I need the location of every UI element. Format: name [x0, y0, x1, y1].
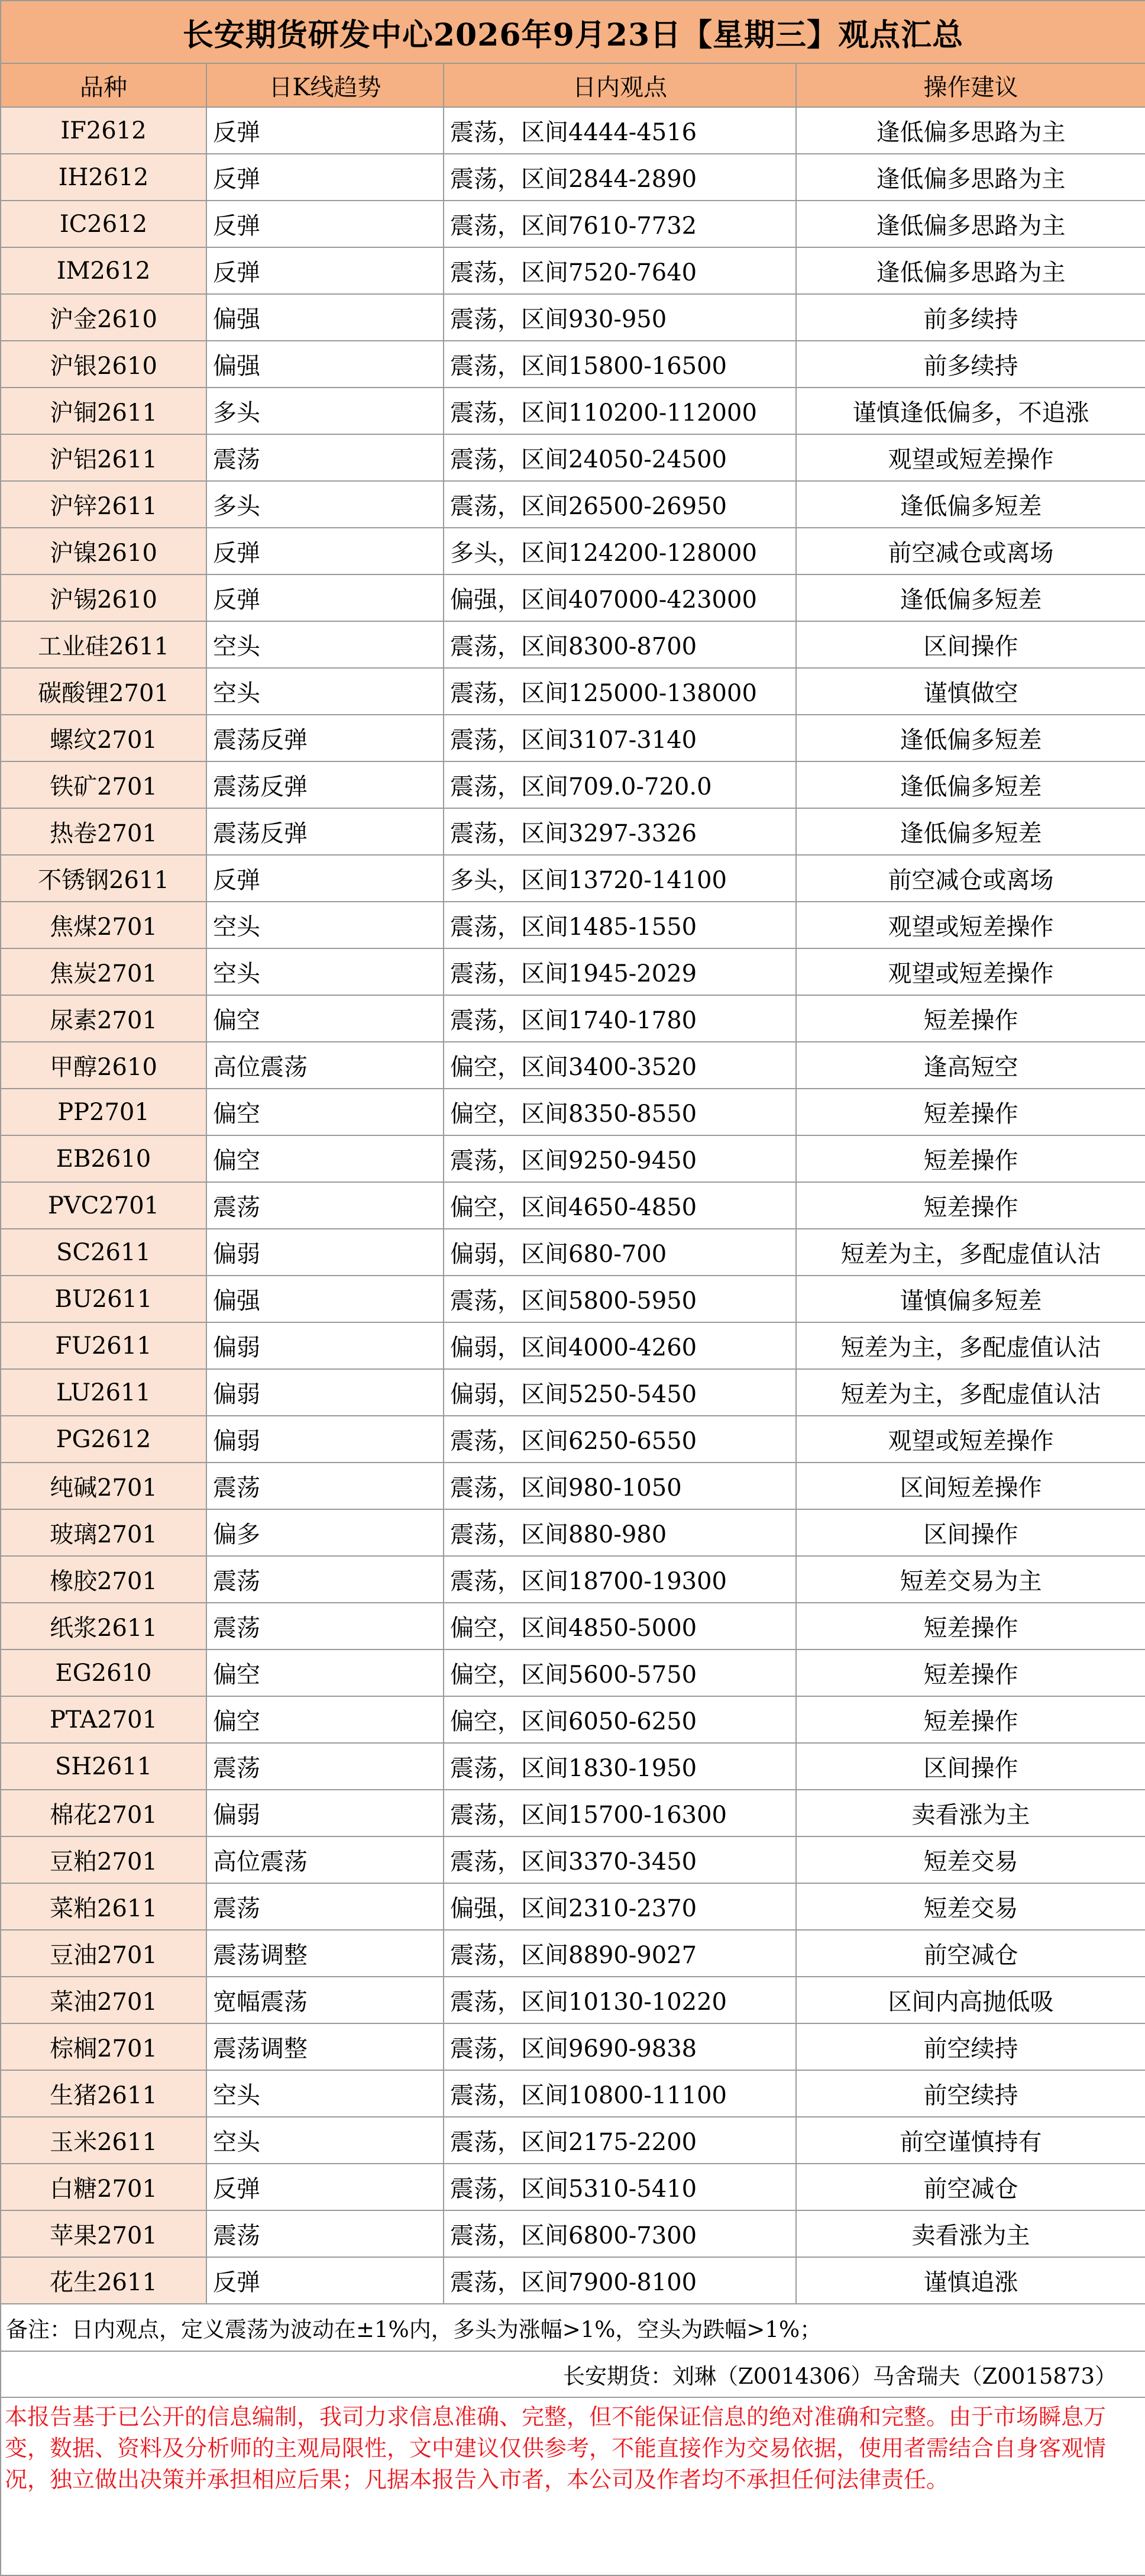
trend-cell: 反弹 — [206, 247, 444, 294]
trend-cell: 反弹 — [206, 2257, 444, 2304]
suggestion-cell: 前多续持 — [796, 341, 1145, 388]
intraday-cell: 震荡，区间1945-2029 — [444, 948, 796, 995]
variety-cell: EB2610 — [1, 1135, 206, 1182]
intraday-cell: 震荡，区间709.0-720.0 — [444, 761, 796, 808]
suggestion-cell: 区间操作 — [796, 1509, 1145, 1556]
table-row — [1, 1509, 1145, 1556]
table-row — [1, 995, 1145, 1042]
disclaimer-text: 本报告基于已公开的信息编制，我司力求信息准确、完整，但不能保证信息的绝对准确和完整。由于市场瞬息万变，数据、资料及分析师的主观局限性，文中建议仅供参考，不能直接作为交易依据，使用者需结合自身客观情况，独立做出决策并承担相应后果；凡据本报告入市者，本公司及作者均不承担任何法律责任。 — [1, 2397, 1145, 2575]
table-row — [1, 154, 1145, 201]
suggestion-cell: 短差操作 — [796, 1649, 1145, 1696]
variety-cell: 纸浆2611 — [1, 1603, 206, 1649]
variety-cell: 沪锡2610 — [1, 574, 206, 621]
trend-cell: 震荡调整 — [206, 1930, 444, 1977]
header-row — [1, 63, 1145, 107]
intraday-cell: 震荡，区间24050-24500 — [444, 434, 796, 481]
table-row — [1, 621, 1145, 668]
intraday-cell: 震荡，区间7610-7732 — [444, 201, 796, 247]
trend-cell: 偏强 — [206, 1276, 444, 1322]
intraday-cell: 震荡，区间8300-8700 — [444, 621, 796, 668]
suggestion-cell: 谨慎偏多短差 — [796, 1276, 1145, 1322]
intraday-cell: 偏空，区间8350-8550 — [444, 1089, 796, 1135]
intraday-cell: 多头，区间13720-14100 — [444, 855, 796, 902]
suggestion-cell: 逢低偏多思路为主 — [796, 247, 1145, 294]
suggestion-cell: 区间操作 — [796, 1743, 1145, 1790]
suggestion-cell: 卖看涨为主 — [796, 1790, 1145, 1836]
trend-cell: 偏弱 — [206, 1322, 444, 1369]
table-row — [1, 294, 1145, 341]
variety-cell: 棉花2701 — [1, 1790, 206, 1836]
header-daily-trend: 日K线趋势 — [206, 63, 444, 107]
variety-cell: 沪铝2611 — [1, 434, 206, 481]
variety-cell: 焦炭2701 — [1, 948, 206, 995]
intraday-cell: 偏空，区间4850-5000 — [444, 1603, 796, 1649]
table-row — [1, 948, 1145, 995]
suggestion-cell: 短差操作 — [796, 1182, 1145, 1229]
trend-cell: 震荡 — [206, 434, 444, 481]
table-row — [1, 574, 1145, 621]
suggestion-cell: 观望或短差操作 — [796, 1416, 1145, 1463]
variety-cell: IM2612 — [1, 247, 206, 294]
intraday-cell: 震荡，区间5800-5950 — [444, 1276, 796, 1322]
table-row — [1, 1182, 1145, 1229]
variety-cell: 棕榈2701 — [1, 2023, 206, 2070]
trend-cell: 多头 — [206, 388, 444, 434]
trend-cell: 反弹 — [206, 2164, 444, 2210]
intraday-cell: 震荡，区间9250-9450 — [444, 1135, 796, 1182]
trend-cell: 偏弱 — [206, 1229, 444, 1276]
table-row — [1, 1276, 1145, 1322]
suggestion-cell: 短差交易 — [796, 1836, 1145, 1883]
variety-cell: SC2611 — [1, 1229, 206, 1276]
title-row — [1, 1, 1145, 63]
intraday-cell: 偏空，区间3400-3520 — [444, 1042, 796, 1089]
variety-cell: 铁矿2701 — [1, 761, 206, 808]
table-row — [1, 1416, 1145, 1463]
variety-cell: PTA2701 — [1, 1696, 206, 1743]
trend-cell: 空头 — [206, 621, 444, 668]
trend-cell: 震荡 — [206, 1463, 444, 1509]
intraday-cell: 偏强，区间2310-2370 — [444, 1883, 796, 1930]
table-row — [1, 528, 1145, 574]
trend-cell: 空头 — [206, 902, 444, 948]
variety-cell: PG2612 — [1, 1416, 206, 1463]
suggestion-cell: 谨慎逢低偏多，不追涨 — [796, 388, 1145, 434]
table-row — [1, 201, 1145, 247]
intraday-cell: 震荡，区间10800-11100 — [444, 2070, 796, 2117]
trend-cell: 空头 — [206, 668, 444, 715]
variety-cell: 苹果2701 — [1, 2210, 206, 2257]
suggestion-cell: 卖看涨为主 — [796, 2210, 1145, 2257]
trend-cell: 偏多 — [206, 1509, 444, 1556]
suggestion-cell: 逢低偏多思路为主 — [796, 107, 1145, 154]
suggestion-cell: 谨慎做空 — [796, 668, 1145, 715]
table-row — [1, 1042, 1145, 1089]
disclaimer-row — [1, 2397, 1145, 2575]
suggestion-cell: 短差操作 — [796, 1135, 1145, 1182]
trend-cell: 偏弱 — [206, 1416, 444, 1463]
intraday-cell: 震荡，区间8890-9027 — [444, 1930, 796, 1977]
variety-cell: 豆油2701 — [1, 1930, 206, 1977]
intraday-cell: 震荡，区间15800-16500 — [444, 341, 796, 388]
variety-cell: 热卷2701 — [1, 808, 206, 855]
trend-cell: 震荡 — [206, 1182, 444, 1229]
table-row — [1, 247, 1145, 294]
intraday-cell: 震荡，区间7520-7640 — [444, 247, 796, 294]
variety-cell: 玻璃2701 — [1, 1509, 206, 1556]
header-variety: 品种 — [1, 63, 206, 107]
trend-cell: 震荡 — [206, 1556, 444, 1603]
variety-cell: 沪铜2611 — [1, 388, 206, 434]
trend-cell: 反弹 — [206, 154, 444, 201]
variety-cell: 菜油2701 — [1, 1977, 206, 2023]
intraday-cell: 震荡，区间110200-112000 — [444, 388, 796, 434]
intraday-cell: 多头，区间124200-128000 — [444, 528, 796, 574]
variety-cell: 生猪2611 — [1, 2070, 206, 2117]
variety-cell: 豆粕2701 — [1, 1836, 206, 1883]
trend-cell: 偏空 — [206, 1649, 444, 1696]
trend-cell: 偏空 — [206, 1135, 444, 1182]
suggestion-cell: 短差为主，多配虚值认沽 — [796, 1322, 1145, 1369]
variety-cell: 纯碱2701 — [1, 1463, 206, 1509]
table-row — [1, 1930, 1145, 1977]
table-row — [1, 1463, 1145, 1509]
table-row — [1, 855, 1145, 902]
intraday-cell: 震荡，区间6250-6550 — [444, 1416, 796, 1463]
variety-cell: 焦煤2701 — [1, 902, 206, 948]
trend-cell: 震荡 — [206, 1603, 444, 1649]
suggestion-cell: 前空谨慎持有 — [796, 2117, 1145, 2164]
variety-cell: 玉米2611 — [1, 2117, 206, 2164]
table-row — [1, 761, 1145, 808]
suggestion-cell: 观望或短差操作 — [796, 902, 1145, 948]
table-row — [1, 388, 1145, 434]
intraday-cell: 震荡，区间930-950 — [444, 294, 796, 341]
intraday-cell: 震荡，区间125000-138000 — [444, 668, 796, 715]
trend-cell: 震荡反弹 — [206, 808, 444, 855]
trend-cell: 多头 — [206, 481, 444, 528]
trend-cell: 震荡反弹 — [206, 761, 444, 808]
authors-text: 长安期货：刘琳（Z0014306）马舍瑞夫（Z0015873） — [1, 2351, 1145, 2397]
table-row — [1, 808, 1145, 855]
trend-cell: 偏空 — [206, 1089, 444, 1135]
note-row — [1, 2304, 1145, 2351]
table-row — [1, 2023, 1145, 2070]
variety-cell: 橡胶2701 — [1, 1556, 206, 1603]
table-row — [1, 341, 1145, 388]
trend-cell: 反弹 — [206, 855, 444, 902]
table-row — [1, 481, 1145, 528]
variety-cell: IC2612 — [1, 201, 206, 247]
trend-cell: 偏强 — [206, 341, 444, 388]
trend-cell: 震荡 — [206, 1883, 444, 1930]
intraday-cell: 偏空，区间6050-6250 — [444, 1696, 796, 1743]
trend-cell: 偏空 — [206, 995, 444, 1042]
intraday-cell: 偏弱，区间680-700 — [444, 1229, 796, 1276]
table-row — [1, 715, 1145, 761]
variety-cell: PP2701 — [1, 1089, 206, 1135]
trend-cell: 震荡 — [206, 1743, 444, 1790]
suggestion-cell: 逢低偏多思路为主 — [796, 201, 1145, 247]
table-row — [1, 1836, 1145, 1883]
table-row — [1, 1135, 1145, 1182]
trend-cell: 空头 — [206, 2117, 444, 2164]
table-body — [1, 107, 1145, 2304]
trend-cell: 偏弱 — [206, 1790, 444, 1836]
trend-cell: 高位震荡 — [206, 1042, 444, 1089]
suggestion-cell: 短差操作 — [796, 1603, 1145, 1649]
trend-cell: 反弹 — [206, 201, 444, 247]
report-title: 长安期货研发中心2026年9月23日【星期三】观点汇总 — [1, 1, 1145, 63]
intraday-cell: 震荡，区间1485-1550 — [444, 902, 796, 948]
suggestion-cell: 区间操作 — [796, 621, 1145, 668]
intraday-cell: 偏弱，区间5250-5450 — [444, 1369, 796, 1416]
intraday-cell: 震荡，区间5310-5410 — [444, 2164, 796, 2210]
table-row — [1, 1977, 1145, 2023]
table-row — [1, 2117, 1145, 2164]
table-row — [1, 434, 1145, 481]
variety-cell: BU2611 — [1, 1276, 206, 1322]
intraday-cell: 震荡，区间7900-8100 — [444, 2257, 796, 2304]
suggestion-cell: 观望或短差操作 — [796, 948, 1145, 995]
intraday-cell: 震荡，区间3370-3450 — [444, 1836, 796, 1883]
table-row — [1, 1322, 1145, 1369]
suggestion-cell: 短差交易为主 — [796, 1556, 1145, 1603]
variety-cell: 螺纹2701 — [1, 715, 206, 761]
variety-cell: EG2610 — [1, 1649, 206, 1696]
variety-cell: 碳酸锂2701 — [1, 668, 206, 715]
suggestion-cell: 前空减仓或离场 — [796, 528, 1145, 574]
intraday-cell: 震荡，区间1740-1780 — [444, 995, 796, 1042]
table-row — [1, 1556, 1145, 1603]
suggestion-cell: 逢低偏多思路为主 — [796, 154, 1145, 201]
table-row — [1, 1089, 1145, 1135]
table-row — [1, 1743, 1145, 1790]
trend-cell: 偏空 — [206, 1696, 444, 1743]
variety-cell: IF2612 — [1, 107, 206, 154]
suggestion-cell: 观望或短差操作 — [796, 434, 1145, 481]
suggestion-cell: 谨慎追涨 — [796, 2257, 1145, 2304]
trend-cell: 空头 — [206, 948, 444, 995]
intraday-cell: 震荡，区间18700-19300 — [444, 1556, 796, 1603]
header-suggestion: 操作建议 — [796, 63, 1145, 107]
variety-cell: 菜粕2611 — [1, 1883, 206, 1930]
table-row — [1, 1696, 1145, 1743]
table-row — [1, 1883, 1145, 1930]
suggestion-cell: 逢低偏多短差 — [796, 808, 1145, 855]
variety-cell: PVC2701 — [1, 1182, 206, 1229]
table-row — [1, 2257, 1145, 2304]
suggestion-cell: 短差为主，多配虚值认沽 — [796, 1229, 1145, 1276]
table-row — [1, 2164, 1145, 2210]
table-row — [1, 107, 1145, 154]
suggestion-cell: 逢高短空 — [796, 1042, 1145, 1089]
table-row — [1, 902, 1145, 948]
intraday-cell: 震荡，区间26500-26950 — [444, 481, 796, 528]
trend-cell: 震荡调整 — [206, 2023, 444, 2070]
intraday-cell: 震荡，区间3297-3326 — [444, 808, 796, 855]
intraday-cell: 偏强，区间407000-423000 — [444, 574, 796, 621]
suggestion-cell: 短差为主，多配虚值认沽 — [796, 1369, 1145, 1416]
table-row — [1, 2210, 1145, 2257]
suggestion-cell: 前空减仓 — [796, 2164, 1145, 2210]
suggestion-cell: 前多续持 — [796, 294, 1145, 341]
trend-cell: 震荡反弹 — [206, 715, 444, 761]
trend-cell: 空头 — [206, 2070, 444, 2117]
variety-cell: LU2611 — [1, 1369, 206, 1416]
intraday-cell: 偏弱，区间4000-4260 — [444, 1322, 796, 1369]
variety-cell: 花生2611 — [1, 2257, 206, 2304]
trend-cell: 反弹 — [206, 574, 444, 621]
suggestion-cell: 区间短差操作 — [796, 1463, 1145, 1509]
table-row — [1, 1790, 1145, 1836]
intraday-cell: 震荡，区间6800-7300 — [444, 2210, 796, 2257]
intraday-cell: 震荡，区间3107-3140 — [444, 715, 796, 761]
suggestion-cell: 前空续持 — [796, 2023, 1145, 2070]
intraday-cell: 震荡，区间4444-4516 — [444, 107, 796, 154]
header-intraday-view: 日内观点 — [444, 63, 796, 107]
suggestion-cell: 前空减仓 — [796, 1930, 1145, 1977]
intraday-cell: 震荡，区间1830-1950 — [444, 1743, 796, 1790]
trend-cell: 高位震荡 — [206, 1836, 444, 1883]
table-row — [1, 668, 1145, 715]
trend-cell: 偏弱 — [206, 1369, 444, 1416]
variety-cell: 沪金2610 — [1, 294, 206, 341]
variety-cell: 沪镍2610 — [1, 528, 206, 574]
suggestion-cell: 逢低偏多短差 — [796, 715, 1145, 761]
intraday-cell: 偏空，区间5600-5750 — [444, 1649, 796, 1696]
trend-cell: 反弹 — [206, 528, 444, 574]
note-text: 备注：日内观点，定义震荡为波动在±1%内，多头为涨幅>1%，空头为跌幅>1%； — [1, 2304, 1145, 2351]
intraday-cell: 偏空，区间4650-4850 — [444, 1182, 796, 1229]
suggestion-cell: 逢低偏多短差 — [796, 481, 1145, 528]
table-row — [1, 1369, 1145, 1416]
authors-row — [1, 2351, 1145, 2397]
variety-cell: 白糖2701 — [1, 2164, 206, 2210]
intraday-cell: 震荡，区间880-980 — [444, 1509, 796, 1556]
variety-cell: 沪银2610 — [1, 341, 206, 388]
table-row — [1, 2070, 1145, 2117]
table-row — [1, 1603, 1145, 1649]
suggestion-cell: 逢低偏多短差 — [796, 574, 1145, 621]
suggestion-cell: 逢低偏多短差 — [796, 761, 1145, 808]
table-row — [1, 1229, 1145, 1276]
suggestion-cell: 短差操作 — [796, 1696, 1145, 1743]
suggestion-cell: 短差操作 — [796, 995, 1145, 1042]
variety-cell: 甲醇2610 — [1, 1042, 206, 1089]
suggestion-cell: 短差操作 — [796, 1089, 1145, 1135]
variety-cell: SH2611 — [1, 1743, 206, 1790]
variety-cell: 不锈钢2611 — [1, 855, 206, 902]
suggestion-cell: 区间内高抛低吸 — [796, 1977, 1145, 2023]
suggestion-cell: 前空续持 — [796, 2070, 1145, 2117]
intraday-cell: 震荡，区间2175-2200 — [444, 2117, 796, 2164]
suggestion-cell: 前空减仓或离场 — [796, 855, 1145, 902]
intraday-cell: 震荡，区间15700-16300 — [444, 1790, 796, 1836]
intraday-cell: 震荡，区间980-1050 — [444, 1463, 796, 1509]
trend-cell: 宽幅震荡 — [206, 1977, 444, 2023]
variety-cell: IH2612 — [1, 154, 206, 201]
intraday-cell: 震荡，区间10130-10220 — [444, 1977, 796, 2023]
table-row — [1, 1649, 1145, 1696]
suggestion-cell: 短差交易 — [796, 1883, 1145, 1930]
trend-cell: 反弹 — [206, 107, 444, 154]
trend-cell: 偏强 — [206, 294, 444, 341]
intraday-cell: 震荡，区间2844-2890 — [444, 154, 796, 201]
variety-cell: 工业硅2611 — [1, 621, 206, 668]
variety-cell: 沪锌2611 — [1, 481, 206, 528]
intraday-cell: 震荡，区间9690-9838 — [444, 2023, 796, 2070]
variety-cell: 尿素2701 — [1, 995, 206, 1042]
trend-cell: 震荡 — [206, 2210, 444, 2257]
variety-cell: FU2611 — [1, 1322, 206, 1369]
